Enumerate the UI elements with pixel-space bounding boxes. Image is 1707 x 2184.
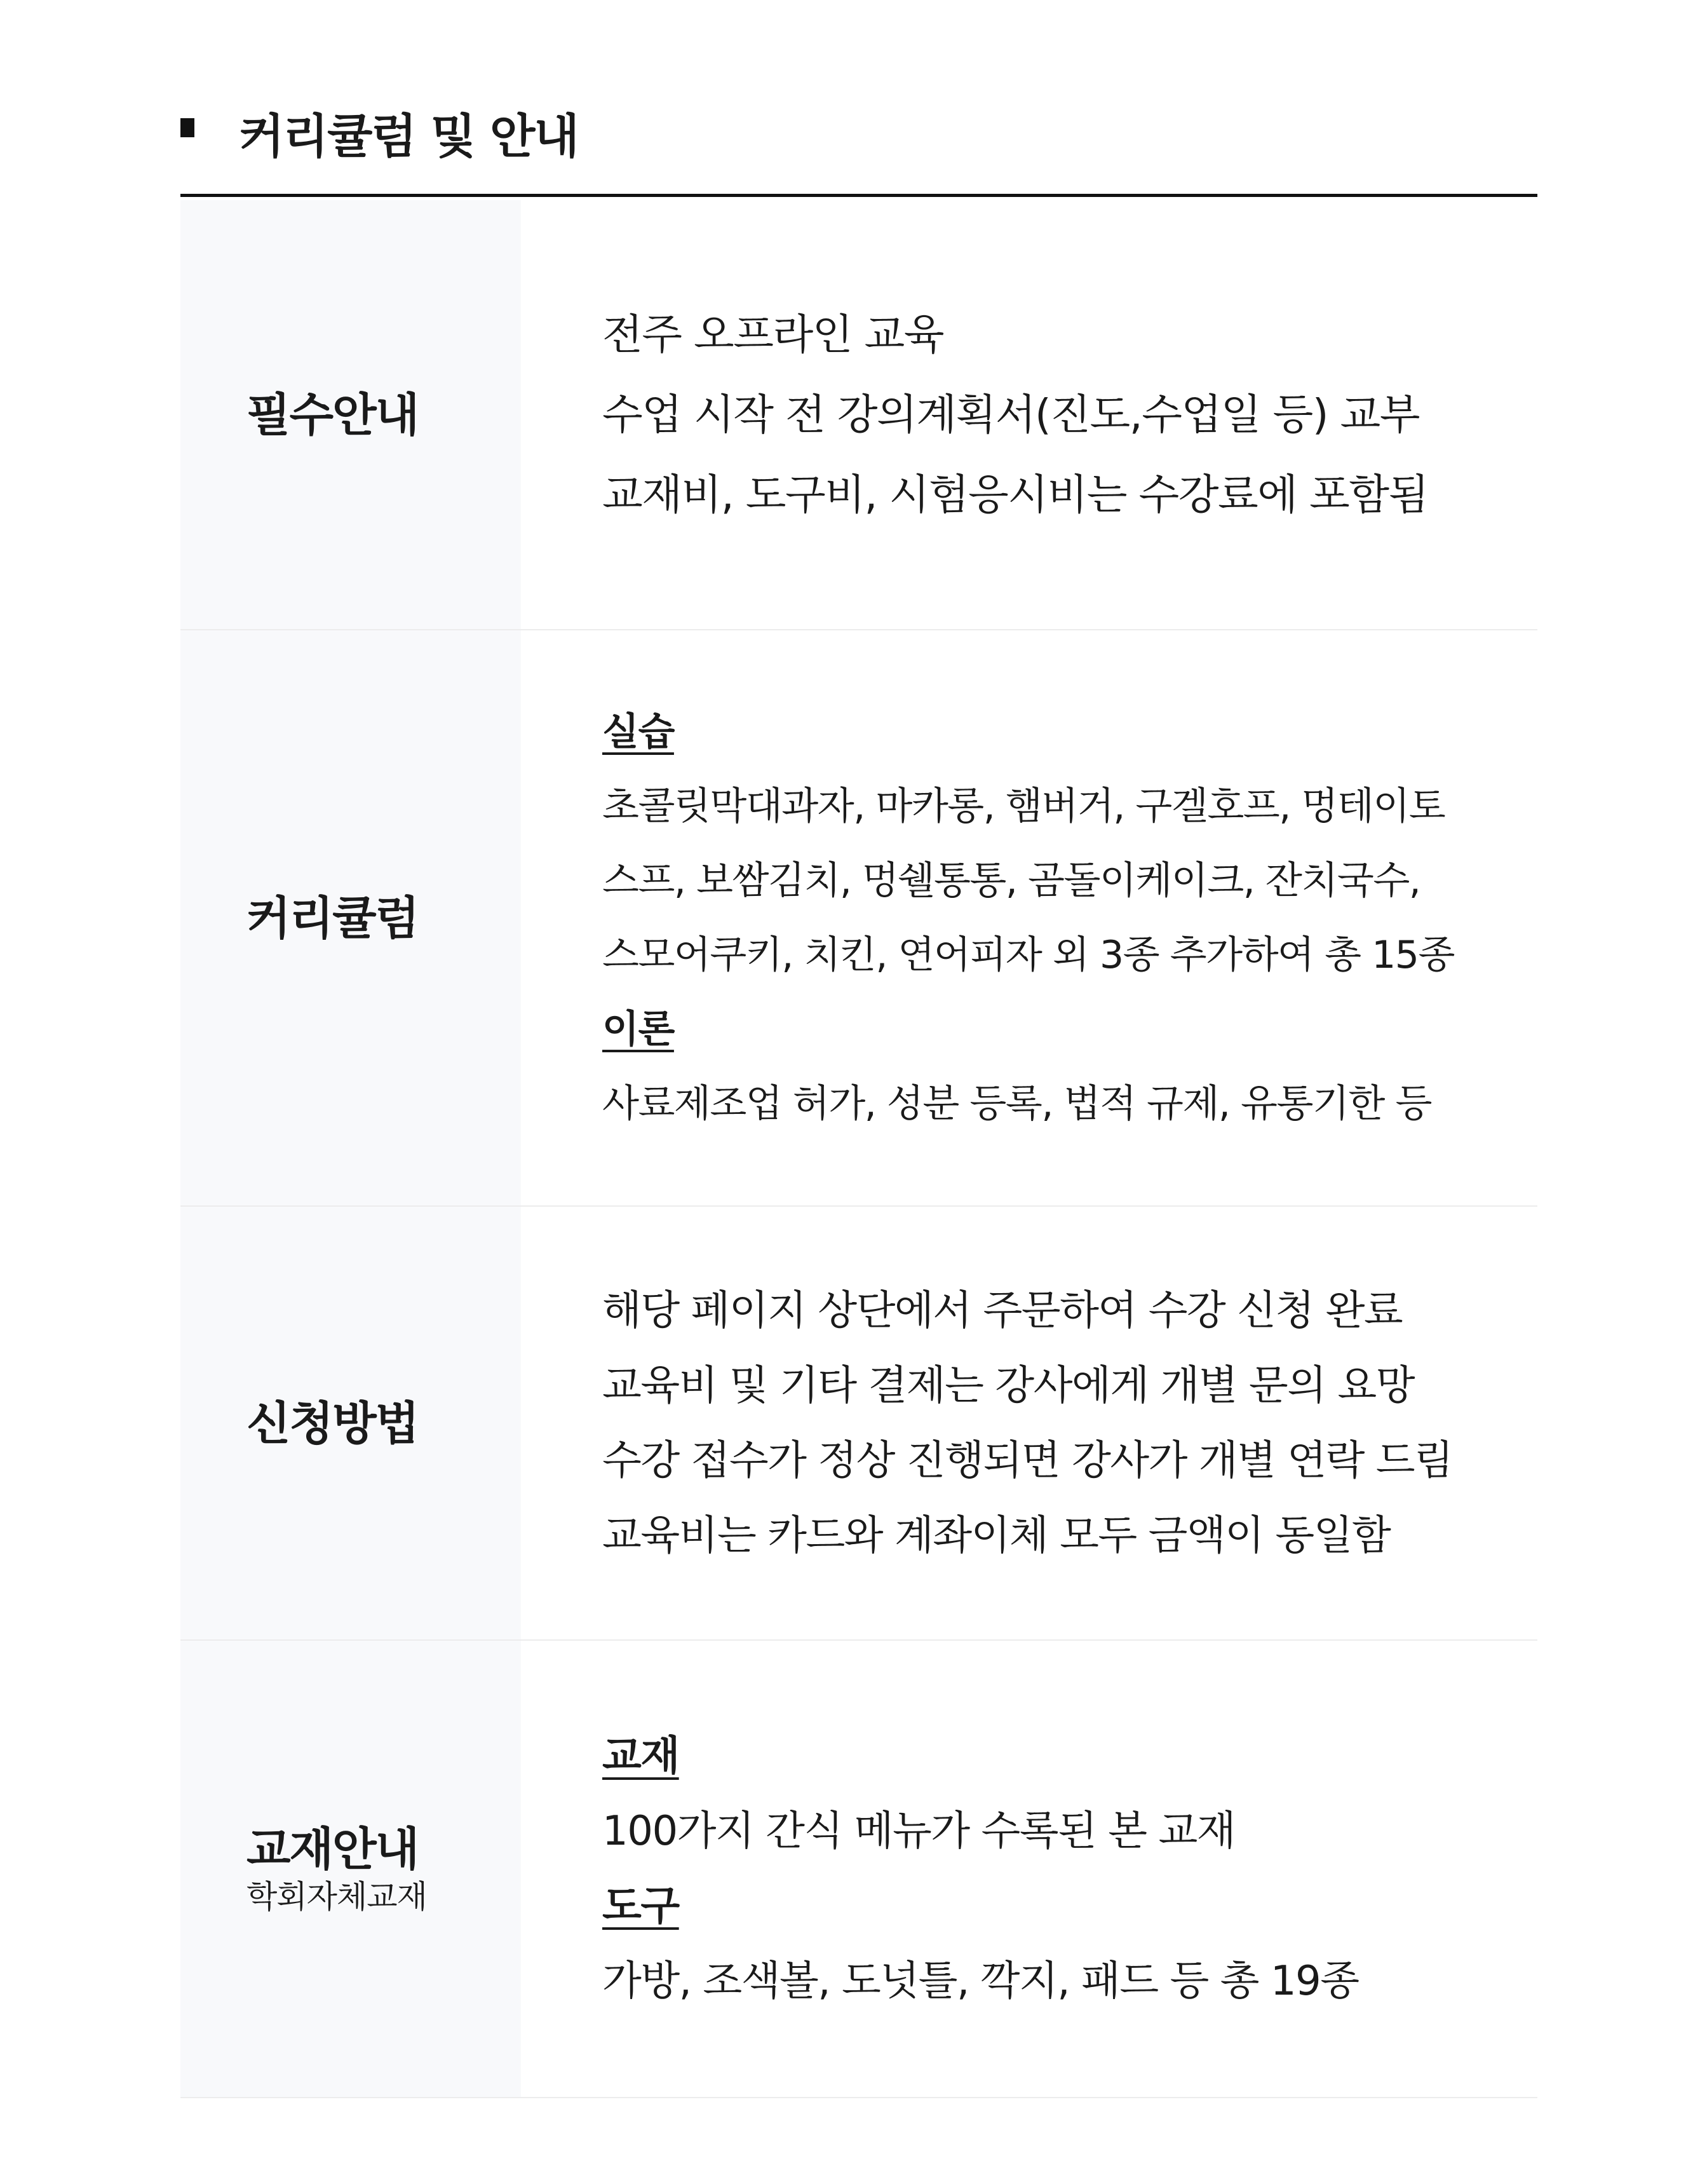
info-row-required — [180, 200, 1537, 630]
theory-heading: 이론 — [602, 1007, 674, 1052]
tools-line: 가방, 조색볼, 도넛틀, 깍지, 패드 등 총 19종 — [602, 1958, 1359, 2005]
apply-line: 해당 페이지 상단에서 주문하여 수강 신청 완료 — [602, 1287, 1403, 1334]
row-label-cell — [180, 1641, 521, 2097]
practice-line: 스프, 보쌈김치, 멍쉘통통, 곰돌이케이크, 잔치국수, — [602, 858, 1420, 903]
theory-line: 사료제조업 허가, 성분 등록, 법적 규제, 유통기한 등 — [602, 1081, 1431, 1126]
section-header — [180, 102, 1537, 197]
textbook-heading: 교재 — [602, 1733, 679, 1780]
info-row-textbook — [180, 1641, 1537, 2098]
apply-line: 수강 접수가 정상 진행되면 강사가 개별 연락 드림 — [602, 1437, 1453, 1484]
practice-line: 초콜릿막대과자, 마카롱, 햄버거, 구겔호프, 멍테이토 — [602, 783, 1445, 829]
practice-line: 스모어쿠키, 치킨, 연어피자 외 3종 추가하여 총 15종 — [602, 932, 1454, 977]
required-line: 수업 시작 전 강의계획서(진도,수업일 등) 교부 — [602, 390, 1419, 439]
row-content-cell — [521, 1641, 1537, 2097]
apply-line: 교육비는 카드와 계좌이체 모두 금액이 동일함 — [602, 1512, 1391, 1559]
row-content-cell — [521, 1207, 1537, 1639]
square-bullet-icon — [180, 118, 194, 137]
required-line: 교재비, 도구비, 시험응시비는 수강료에 포함됨 — [602, 470, 1428, 519]
curriculum-label: 커리큘럼 — [246, 891, 419, 945]
required-line: 전주 오프라인 교육 — [602, 309, 944, 359]
practice-heading: 실습 — [602, 709, 674, 754]
row-label-cell — [180, 200, 521, 629]
textbook-sublabel: 학회자체교재 — [246, 1878, 427, 1915]
row-content-cell — [521, 630, 1537, 1205]
apply-label: 신청방법 — [246, 1396, 419, 1450]
info-row-apply — [180, 1207, 1537, 1641]
textbook-line: 100가지 간식 메뉴가 수록된 본 교재 — [602, 1808, 1236, 1855]
row-label-cell — [180, 1207, 521, 1639]
textbook-label: 교재안내 — [246, 1822, 419, 1876]
tools-heading: 도구 — [602, 1883, 679, 1930]
info-table — [180, 200, 1537, 2098]
row-content-cell — [521, 200, 1537, 629]
section-title: 커리큘럼 및 안내 — [239, 109, 578, 164]
apply-line: 교육비 및 기타 결제는 강사에게 개별 문의 요망 — [602, 1362, 1415, 1409]
required-label: 필수안내 — [246, 388, 419, 442]
row-label-cell — [180, 630, 521, 1205]
info-row-curriculum — [180, 630, 1537, 1207]
